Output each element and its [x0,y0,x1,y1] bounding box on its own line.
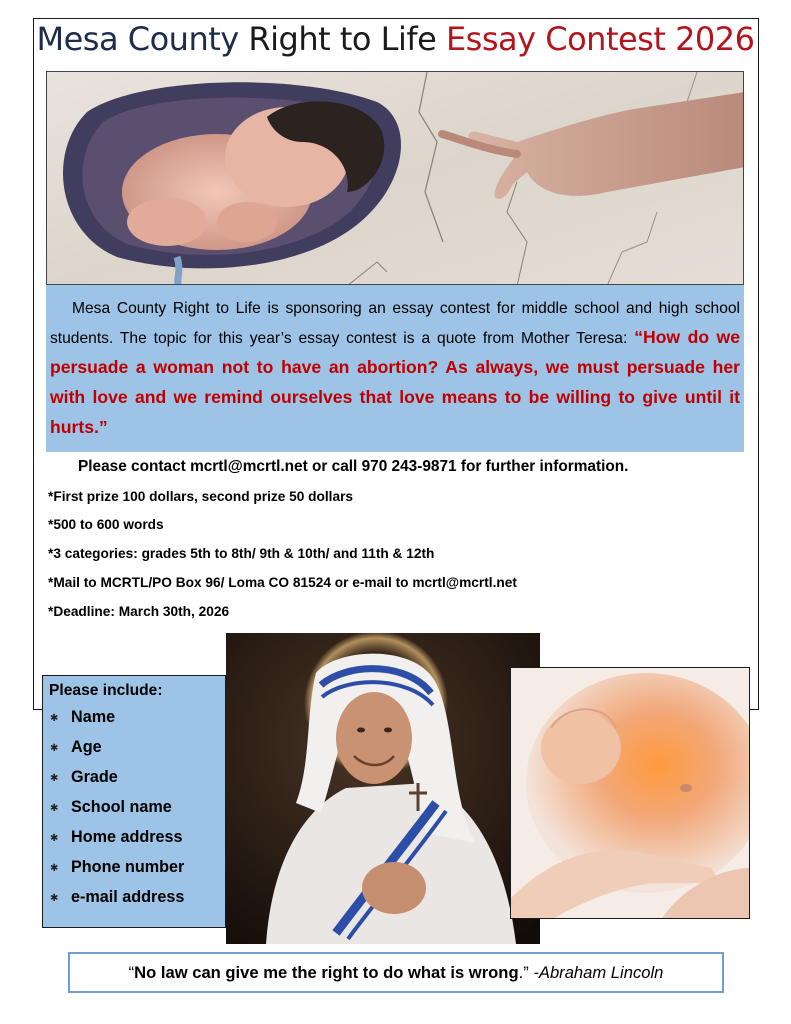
title-essay-contest: Essay Contest 2026 [445,20,755,58]
asterisk-bullet-icon: ✱ [50,743,59,754]
page-title [0,20,791,58]
intro-text: Mesa County Right to Life is sponsoring an essay contest for middle school and high school students. The topic for this year’s essay contest is a quote from Mother Teresa: [50,300,740,347]
list-item [49,798,225,828]
include-item-label: Phone number [71,858,185,876]
list-item [49,708,225,738]
contact-line: Please contact mcrtl@mcrtl.net or call 970 243-9871 for further information. [78,458,629,475]
include-item-label: Grade [71,768,118,786]
asterisk-bullet-icon: ✱ [50,893,59,904]
include-item-label: Home address [71,828,183,846]
include-item-label: e-mail address [71,888,185,906]
rule-word-count: *500 to 600 words [48,517,164,532]
asterisk-bullet-icon: ✱ [50,713,59,724]
quote-open-mark: “ [128,963,135,982]
portrait-illustration [226,633,540,944]
include-item-label: Age [71,738,102,756]
rule-categories: *3 categories: grades 5th to 8th/ 9th & 10th/ and 11th & 12th [48,546,435,561]
list-item [49,828,225,858]
rule-prizes: *First prize 100 dollars, second prize 50 dollars [48,489,354,504]
list-item [49,738,225,768]
rule-mailing: *Mail to MCRTL/PO Box 96/ Loma CO 81524 or e-mail to mcrtl@mcrtl.net [48,575,517,590]
quote-close-mark: .” [518,963,534,982]
pregnancy-illustration [511,668,750,919]
list-item [49,858,225,888]
pregnancy-image [510,667,750,919]
title-right-to-life: Right to Life [248,20,437,58]
hero-painting [46,71,744,285]
mother-teresa-portrait [226,633,540,944]
include-item-label: School name [71,798,172,816]
intro-paragraph [46,285,744,452]
title-mesa-county: Mesa County [36,20,239,58]
please-include-box [42,675,226,928]
rule-deadline: *Deadline: March 30th, 2026 [48,604,230,619]
asterisk-bullet-icon: ✱ [50,833,59,844]
list-item [49,888,225,918]
asterisk-bullet-icon: ✱ [50,863,59,874]
asterisk-bullet-icon: ✱ [50,803,59,814]
include-heading: Please include: [49,682,163,699]
lincoln-quote: No law can give me the right to do what is wrong [134,963,519,982]
include-item-label: Name [71,708,116,726]
lincoln-quote-box [68,952,724,993]
quote-attribution: -Abraham Lincoln [533,963,664,982]
list-item [49,768,225,798]
include-list [49,708,225,918]
asterisk-bullet-icon: ✱ [50,773,59,784]
mother-teresa-quote: “How do we persuade a woman not to have an abortion? As always, we must persuade her with love and we remind ourselves that love means to be willing to give until it hurts.” [50,327,740,437]
hero-illustration [47,72,744,285]
